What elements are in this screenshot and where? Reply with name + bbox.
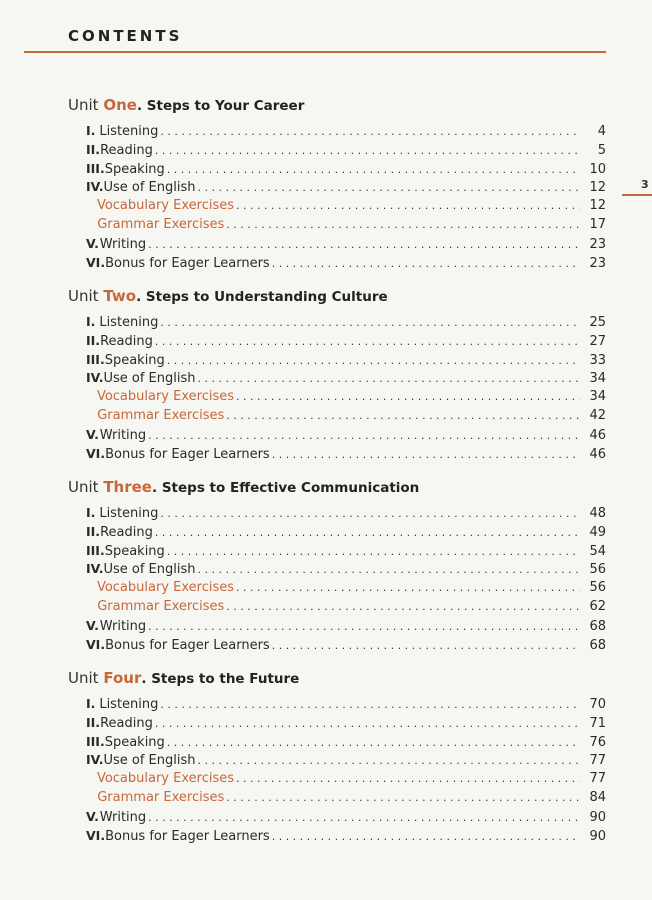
dot-leader: [155, 142, 580, 161]
section-numeral: III.: [86, 542, 105, 558]
page-number: 54: [589, 543, 606, 559]
unit-section: [68, 285, 606, 463]
toc-list: [68, 122, 606, 272]
dot-leader: [272, 255, 580, 274]
section-title: Listening: [99, 697, 159, 712]
toc-entry[interactable]: [68, 751, 606, 770]
page-number: 34: [589, 389, 606, 405]
page-number: 12: [589, 180, 606, 196]
dot-leader: [236, 579, 580, 598]
unit-subtitle: Steps to the Future: [151, 671, 300, 687]
page-number: 76: [589, 734, 606, 750]
section-title: Writing: [99, 427, 147, 443]
toc-entry[interactable]: [68, 636, 606, 655]
section-title: Listening: [99, 506, 159, 521]
dot-leader: [148, 809, 580, 828]
section-numeral: I.: [86, 123, 96, 138]
section-title: Use of English: [103, 753, 196, 769]
toc-entry[interactable]: [68, 695, 606, 714]
toc-entry[interactable]: [68, 369, 606, 388]
dot-leader: [272, 446, 580, 465]
dot-leader: [155, 524, 580, 543]
section-title: Grammar Exercises: [97, 598, 225, 614]
section-title: Vocabulary Exercises: [96, 771, 234, 787]
unit-period: .: [151, 480, 162, 496]
unit-section: [68, 476, 606, 654]
section-title: Reading: [100, 524, 153, 540]
section-numeral: II.: [86, 332, 101, 348]
unit-number: Four: [103, 669, 142, 687]
side-page-divider: [622, 194, 652, 196]
page-number: 12: [589, 198, 606, 214]
dot-leader: [198, 561, 581, 580]
toc-entry[interactable]: [68, 523, 606, 542]
toc-entry[interactable]: [68, 542, 606, 561]
page-number: 48: [589, 506, 606, 521]
unit-number: Two: [103, 287, 137, 305]
page-number: 25: [589, 315, 606, 330]
page-number: 77: [589, 771, 606, 787]
page-number: 68: [589, 618, 606, 634]
section-title: Reading: [100, 142, 153, 158]
dot-leader: [148, 236, 580, 255]
toc-list: [68, 313, 606, 463]
toc-entry[interactable]: [68, 445, 606, 464]
section-numeral: III.: [86, 160, 105, 176]
toc-entry[interactable]: [68, 332, 606, 351]
section-title: Bonus for Eager Learners: [105, 637, 270, 653]
dot-leader: [148, 618, 580, 637]
page-number: 77: [589, 753, 606, 769]
unit-subtitle: Steps to Effective Communication: [161, 480, 420, 496]
page-number: 33: [589, 352, 606, 368]
dot-leader: [226, 789, 580, 808]
dot-leader: [167, 734, 580, 753]
dot-leader: [167, 352, 580, 371]
section-title: Vocabulary Exercises: [96, 198, 234, 214]
unit-title[interactable]: [68, 94, 606, 116]
unit-subtitle: Steps to Your Career: [146, 98, 305, 114]
section-numeral: IV.: [86, 561, 104, 577]
page-number: 4: [597, 124, 606, 139]
toc-entry[interactable]: [68, 160, 606, 179]
toc-entry[interactable]: [68, 617, 606, 636]
section-numeral: IV.: [86, 179, 104, 195]
dot-leader: [198, 179, 581, 198]
dot-leader: [160, 505, 580, 524]
section-numeral: I.: [86, 314, 96, 329]
section-numeral: II.: [86, 714, 101, 730]
unit-section: [68, 667, 606, 845]
page-number: 68: [589, 637, 606, 653]
page-number: 10: [589, 161, 606, 177]
section-numeral: V.: [86, 235, 99, 251]
dot-leader: [236, 770, 580, 789]
toc-entry[interactable]: [68, 141, 606, 160]
header-divider: [24, 51, 606, 53]
page-number: 46: [589, 446, 606, 462]
section-title: Speaking: [104, 161, 165, 177]
unit-word: Unit: [68, 669, 99, 687]
dot-leader: [226, 216, 580, 235]
page-number: 90: [589, 809, 606, 825]
toc-entry[interactable]: [68, 789, 606, 808]
section-title: Grammar Exercises: [97, 789, 225, 805]
toc-entry[interactable]: [68, 770, 606, 789]
section-numeral: III.: [86, 351, 105, 367]
toc-entry[interactable]: [68, 313, 606, 332]
unit-subtitle: Steps to Understanding Culture: [145, 289, 388, 305]
toc-entry[interactable]: [68, 426, 606, 445]
section-title: Listening: [99, 315, 159, 330]
unit-title[interactable]: [68, 285, 606, 307]
unit-word: Unit: [68, 478, 99, 496]
page-title: CONTENTS: [68, 27, 183, 45]
page-number: 70: [589, 697, 606, 712]
dot-leader: [272, 637, 580, 656]
section-title: Grammar Exercises: [97, 407, 225, 423]
toc-entry[interactable]: [68, 178, 606, 197]
toc-entry[interactable]: [68, 560, 606, 579]
unit-period: .: [136, 98, 147, 114]
dot-leader: [226, 598, 580, 617]
section-numeral: VI.: [86, 636, 106, 652]
page-number: 42: [589, 407, 606, 423]
section-title: Grammar Exercises: [97, 216, 225, 232]
dot-leader: [236, 388, 580, 407]
toc-entry[interactable]: [68, 197, 606, 216]
toc-entry[interactable]: [68, 733, 606, 752]
unit-word: Unit: [68, 96, 99, 114]
section-title: Speaking: [104, 352, 165, 368]
page-number: 49: [589, 524, 606, 540]
toc-entry[interactable]: [68, 254, 606, 273]
dot-leader: [167, 161, 580, 180]
section-numeral: V.: [86, 426, 99, 442]
unit-number: Three: [103, 478, 152, 496]
page-number: 17: [589, 216, 606, 232]
dot-leader: [155, 715, 580, 734]
section-title: Bonus for Eager Learners: [105, 828, 270, 844]
section-numeral: II.: [86, 523, 101, 539]
unit-period: .: [141, 671, 152, 687]
dot-leader: [226, 407, 580, 426]
toc-entry[interactable]: [68, 598, 606, 617]
section-numeral: VI.: [86, 445, 106, 461]
section-title: Reading: [100, 715, 153, 731]
unit-word: Unit: [68, 287, 99, 305]
section-numeral: II.: [86, 141, 101, 157]
toc-entry[interactable]: [68, 827, 606, 846]
section-title: Use of English: [103, 180, 196, 196]
page-number: 71: [589, 715, 606, 731]
toc-entry[interactable]: [68, 235, 606, 254]
unit-period: .: [136, 289, 146, 305]
dot-leader: [148, 427, 580, 446]
section-numeral: V.: [86, 808, 99, 824]
section-title: Speaking: [104, 543, 165, 559]
toc-entry[interactable]: [68, 388, 606, 407]
side-page-number: 3: [641, 178, 649, 191]
toc-entry[interactable]: [68, 504, 606, 523]
section-title: Writing: [99, 618, 147, 634]
toc-entry[interactable]: [68, 407, 606, 426]
unit-number: One: [103, 96, 137, 114]
toc-entry[interactable]: [68, 216, 606, 235]
dot-leader: [160, 696, 580, 715]
dot-leader: [155, 333, 580, 352]
section-title: Writing: [99, 809, 147, 825]
dot-leader: [160, 314, 580, 333]
toc-list: [68, 695, 606, 845]
section-title: Speaking: [104, 734, 165, 750]
section-title: Reading: [100, 333, 153, 349]
section-title: Use of English: [103, 371, 196, 387]
page-number: 34: [589, 371, 606, 387]
dot-leader: [236, 197, 580, 216]
section-numeral: I.: [86, 505, 96, 520]
page-number: 90: [589, 828, 606, 844]
unit-section: [68, 94, 606, 272]
section-numeral: V.: [86, 617, 99, 633]
section-title: Writing: [99, 236, 147, 252]
unit-title[interactable]: [68, 667, 606, 689]
dot-leader: [272, 828, 580, 847]
toc-entry[interactable]: [68, 351, 606, 370]
toc-entry[interactable]: [68, 122, 606, 141]
toc-entry[interactable]: [68, 714, 606, 733]
page-number: 23: [589, 255, 606, 271]
section-title: Vocabulary Exercises: [96, 580, 234, 596]
toc-entry[interactable]: [68, 579, 606, 598]
section-title: Bonus for Eager Learners: [105, 255, 270, 271]
section-numeral: IV.: [86, 370, 104, 386]
section-title: Bonus for Eager Learners: [105, 446, 270, 462]
page-number: 84: [589, 789, 606, 805]
dot-leader: [198, 370, 581, 389]
section-numeral: I.: [86, 696, 96, 711]
section-numeral: IV.: [86, 752, 104, 768]
page-number: 46: [589, 427, 606, 443]
section-title: Listening: [99, 124, 159, 139]
page-number: 23: [589, 236, 606, 252]
dot-leader: [198, 752, 581, 771]
page-number: 5: [597, 142, 606, 158]
toc-list: [68, 504, 606, 654]
page-number: 27: [589, 333, 606, 349]
page-number: 62: [589, 598, 606, 614]
dot-leader: [160, 123, 580, 142]
unit-title[interactable]: [68, 476, 606, 498]
section-title: Use of English: [103, 562, 196, 578]
section-numeral: VI.: [86, 254, 106, 270]
page-number: 56: [589, 562, 606, 578]
page-number: 56: [589, 580, 606, 596]
dot-leader: [167, 543, 580, 562]
toc-entry[interactable]: [68, 808, 606, 827]
section-numeral: III.: [86, 733, 105, 749]
section-numeral: VI.: [86, 827, 106, 843]
section-title: Vocabulary Exercises: [96, 389, 234, 405]
